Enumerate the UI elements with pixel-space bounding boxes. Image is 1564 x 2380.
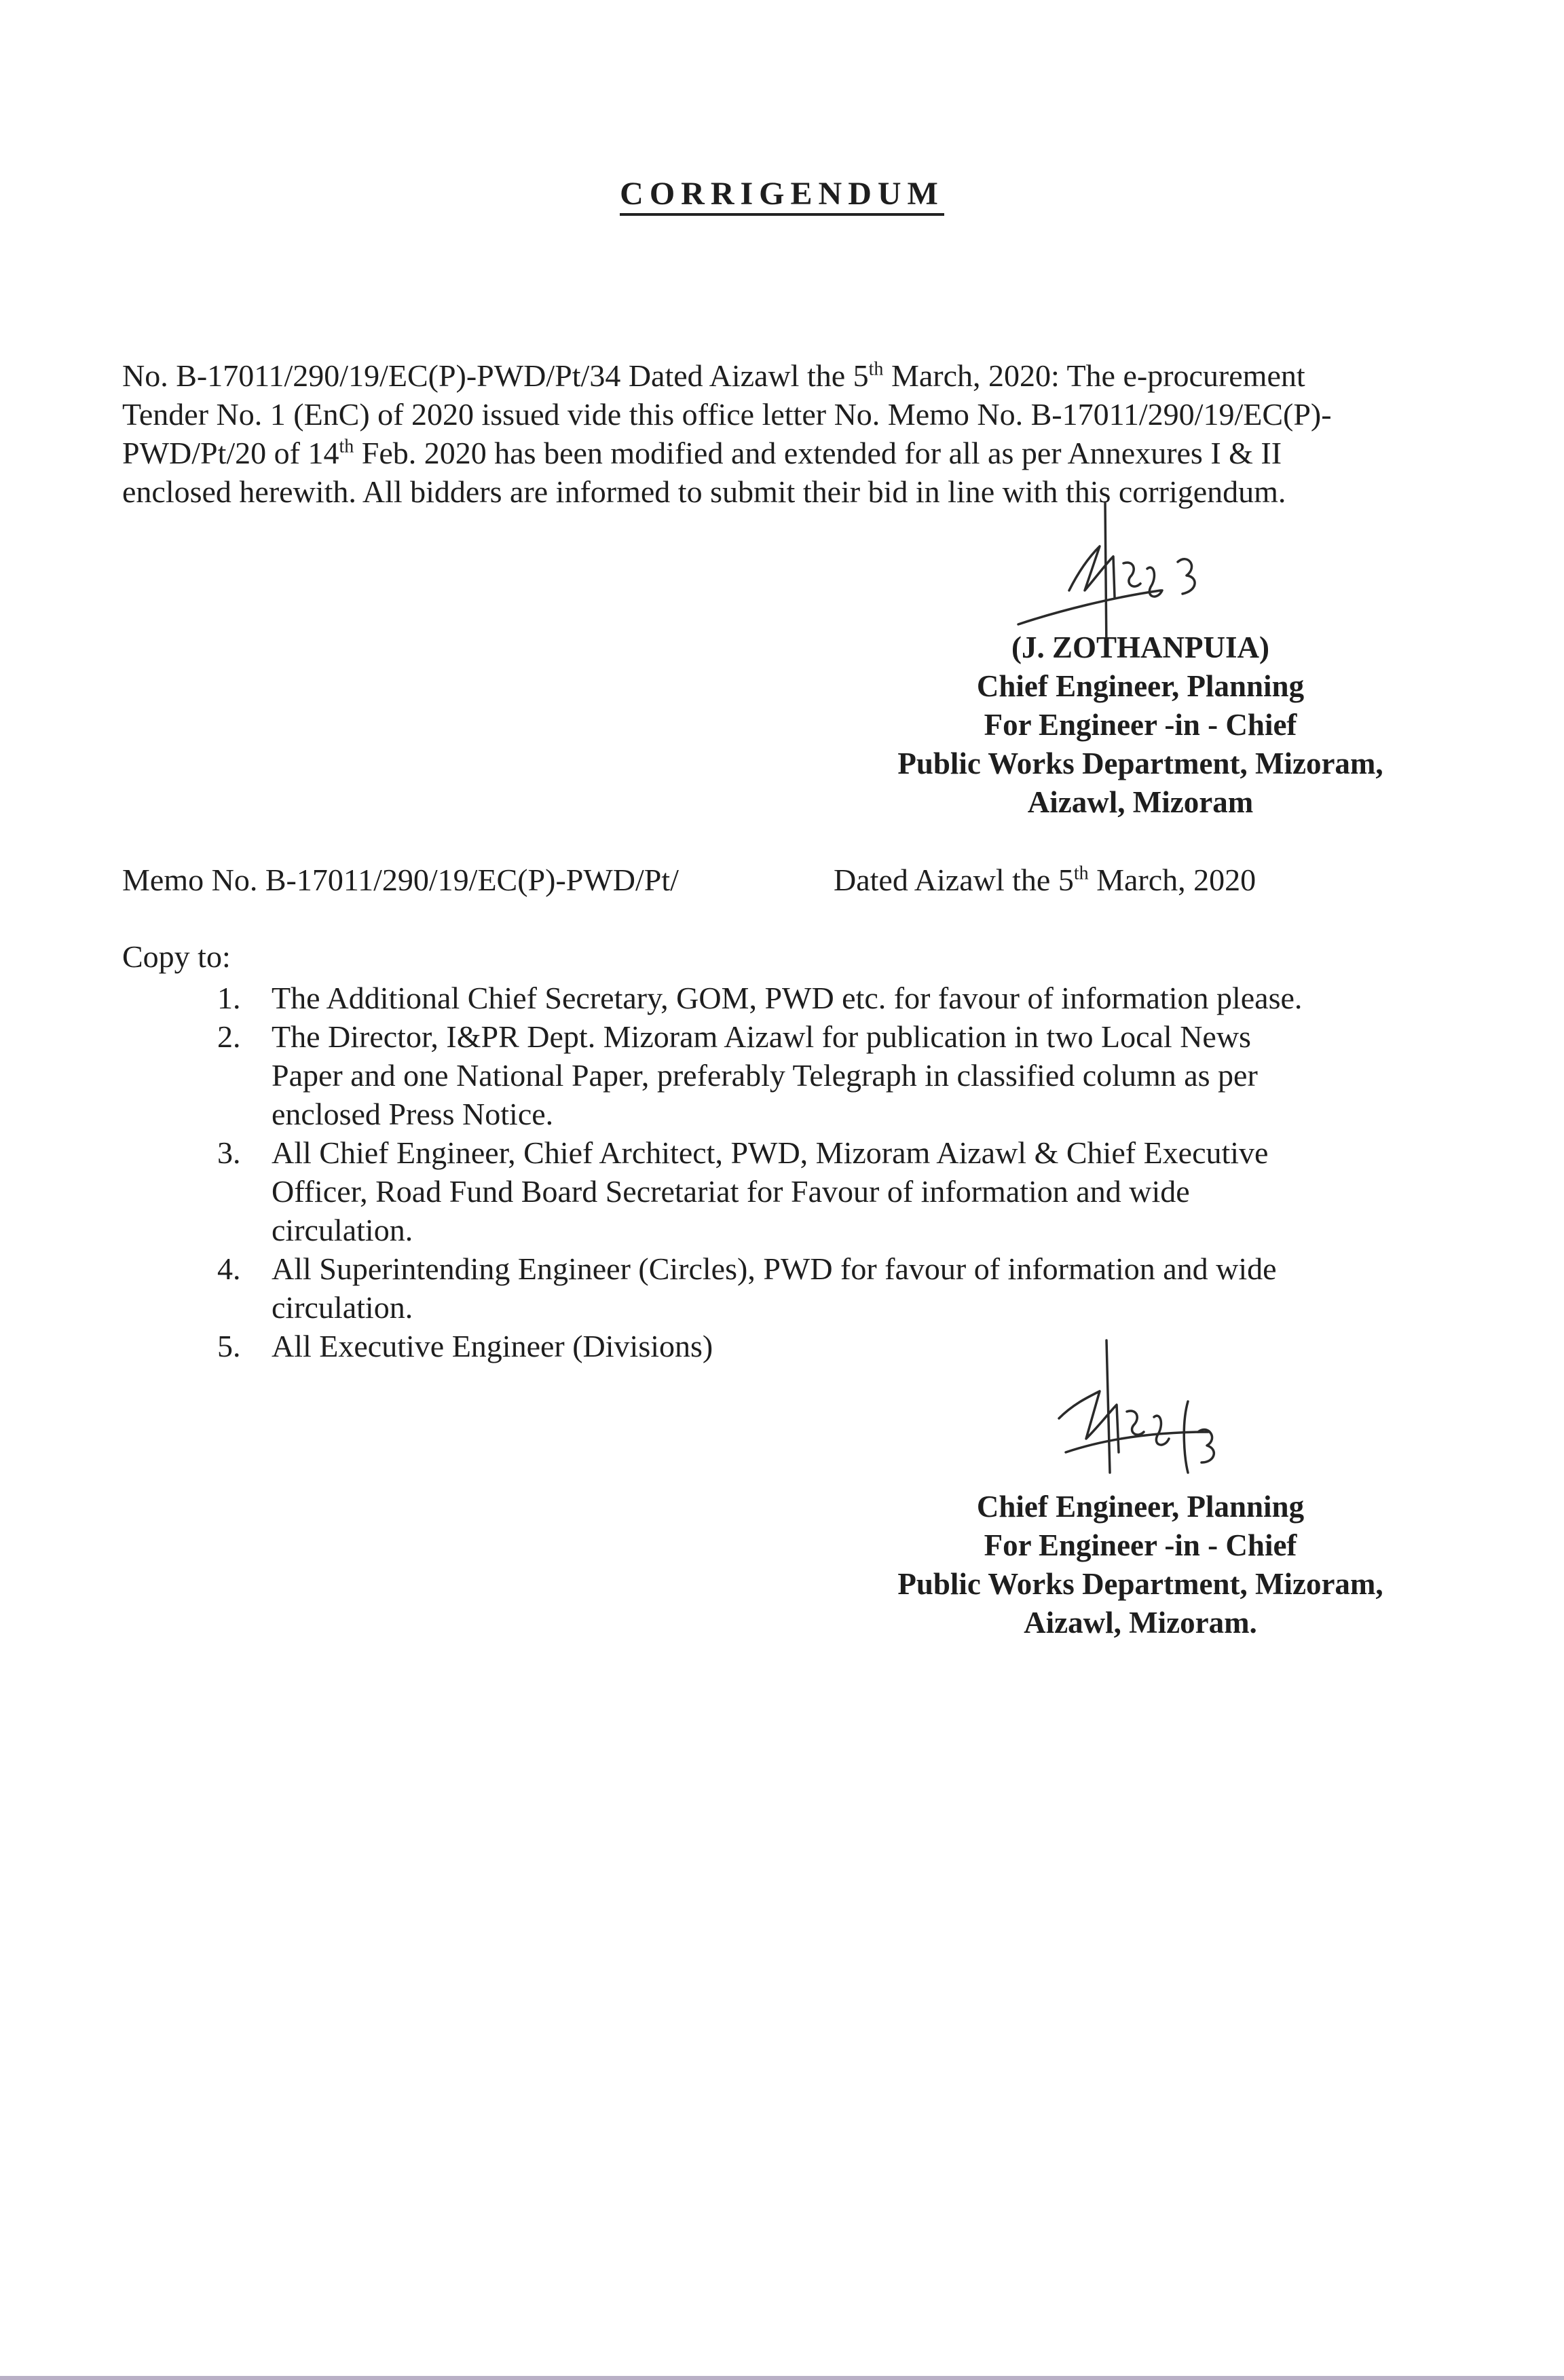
- signatory-for-line: For Engineer -in - Chief: [984, 1528, 1297, 1562]
- list-item: [204, 1017, 1426, 1133]
- memo-date: Dated Aizawl the 5th March, 2020: [834, 863, 1256, 897]
- paragraph-line-4: enclosed herewith. All bidders are informed to submit their bid in line with this corrigendum.: [122, 474, 1286, 509]
- paragraph-line-1: No. B-17011/290/19/EC(P)-PWD/Pt/34 Dated Aizawl the 5th March, 2020: The e-procurement: [122, 358, 1305, 393]
- list-text: The Director, I&PR Dept. Mizoram Aizawl for publication in two Local News: [272, 1019, 1251, 1054]
- list-number: 4.: [217, 1251, 241, 1286]
- handwritten-signature: [1045, 1337, 1249, 1500]
- document-title: [0, 175, 1564, 212]
- signatory-name: (J. ZOTHANPUIA): [1011, 630, 1269, 664]
- list-item: [204, 1249, 1426, 1327]
- signatory-designation: Chief Engineer, Planning: [976, 1490, 1305, 1524]
- memo-number: Memo No. B-17011/290/19/EC(P)-PWD/Pt/: [122, 863, 679, 897]
- signatory-designation: Chief Engineer, Planning: [976, 669, 1305, 703]
- list-text: Officer, Road Fund Board Secretariat for Favour of information and wide: [272, 1174, 1190, 1209]
- list-number: 1.: [217, 981, 241, 1015]
- list-text: All Superintending Engineer (Circles), PWD for favour of information and wide: [272, 1251, 1277, 1286]
- list-number: 5.: [217, 1329, 241, 1363]
- signatory-place: Aizawl, Mizoram: [1027, 785, 1254, 819]
- paragraph-line-2: Tender No. 1 (EnC) of 2020 issued vide this office letter No. Memo No. B-17011/290/19/EC(P)-: [122, 397, 1332, 432]
- signatory-block: [835, 628, 1446, 822]
- list-text: All Chief Engineer, Chief Architect, PWD, Mizoram Aizawl & Chief Executive: [272, 1135, 1269, 1170]
- corrigendum-paragraph: [122, 356, 1426, 511]
- signatory-department: Public Works Department, Mizoram,: [897, 747, 1383, 780]
- list-text: circulation.: [272, 1290, 413, 1325]
- list-number: 3.: [217, 1135, 241, 1170]
- title-text: CORRIGENDUM: [620, 176, 944, 216]
- signatory-department: Public Works Department, Mizoram,: [897, 1567, 1383, 1601]
- list-text: Paper and one National Paper, preferably Telegraph in classified column as per: [272, 1058, 1258, 1093]
- list-item: [204, 979, 1426, 1017]
- signatory-for-line: For Engineer -in - Chief: [984, 708, 1297, 742]
- list-text: The Additional Chief Secretary, GOM, PWD etc. for favour of information please.: [272, 981, 1303, 1015]
- signatory-place: Aizawl, Mizoram.: [1024, 1606, 1257, 1640]
- list-text: All Executive Engineer (Divisions): [272, 1329, 713, 1363]
- copy-to-heading: Copy to:: [122, 939, 231, 974]
- scan-edge: [0, 2376, 1564, 2380]
- copy-to-list: [204, 979, 1426, 1365]
- list-text: circulation.: [272, 1213, 413, 1247]
- list-number: 2.: [217, 1019, 241, 1054]
- paragraph-line-3: PWD/Pt/20 of 14th Feb. 2020 has been modified and extended for all as per Annexures I & II: [122, 436, 1282, 470]
- list-text: enclosed Press Notice.: [272, 1097, 554, 1131]
- list-item: [204, 1133, 1426, 1249]
- signatory-block-copy: [835, 1488, 1446, 1642]
